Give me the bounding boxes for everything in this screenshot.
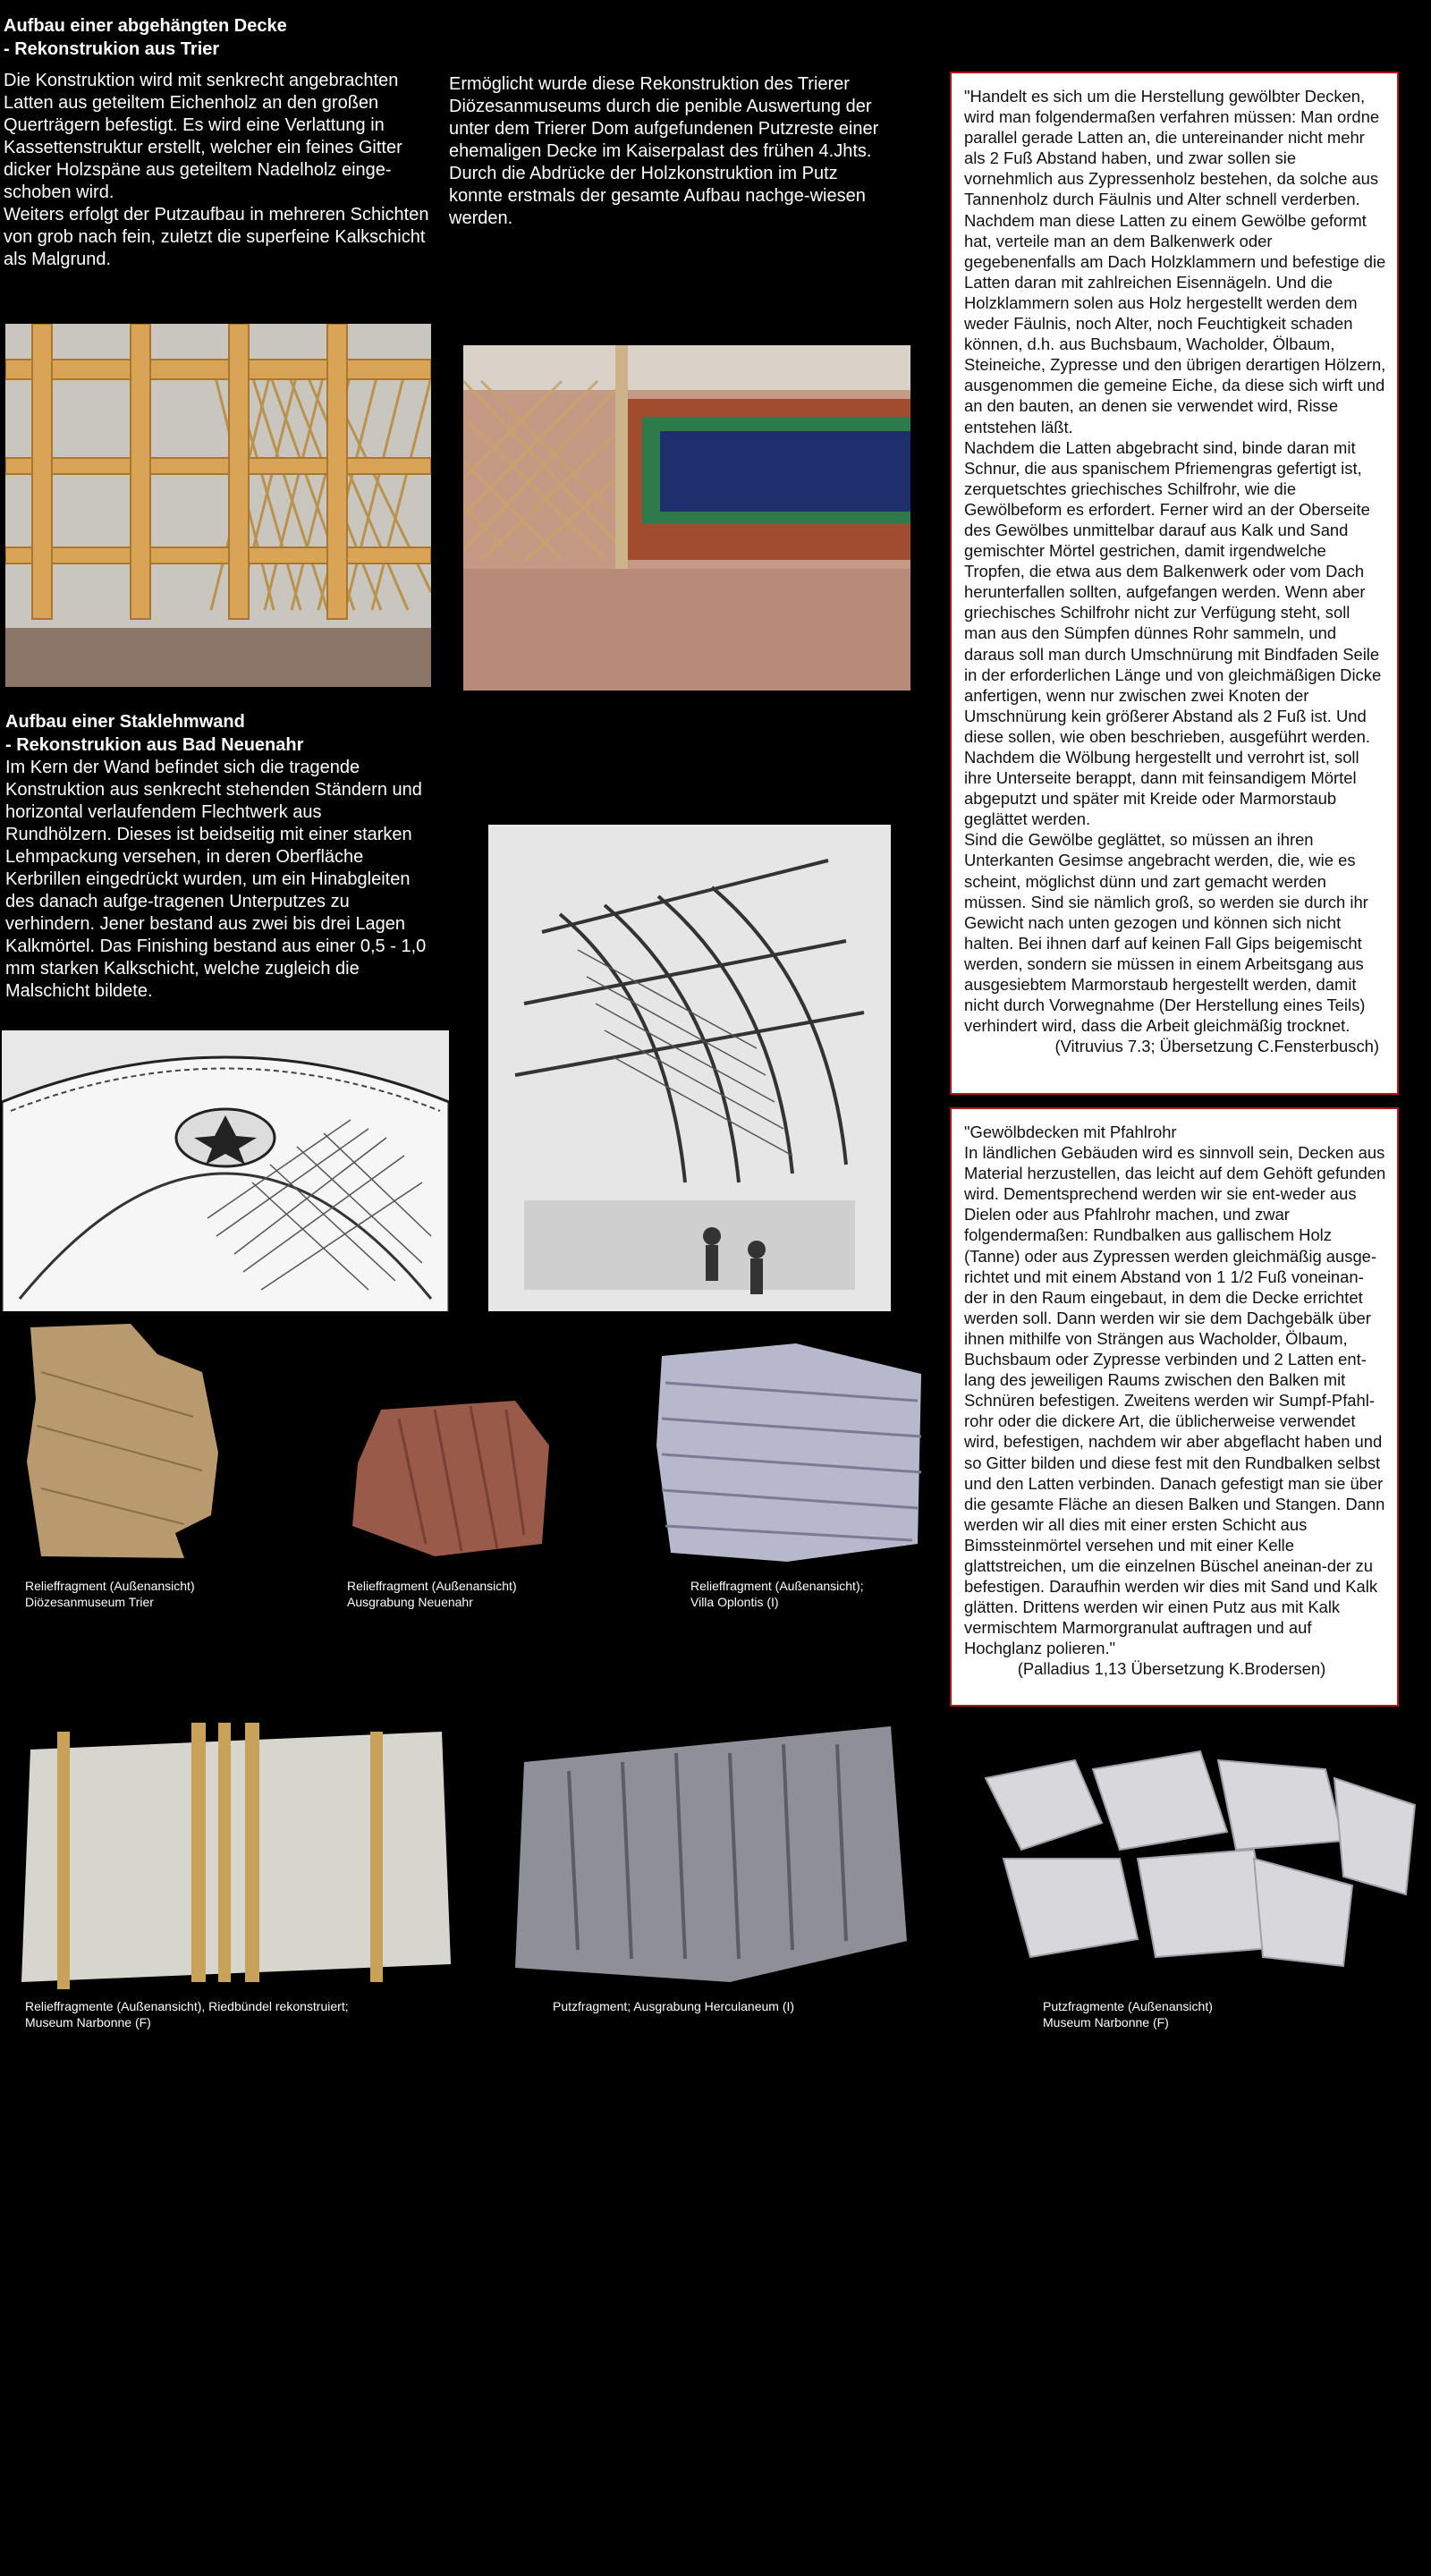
vitruvius-quote-part-2: Nachdem die Latten abgebracht sind, binde daran mit Schnur, die aus spanischem Pfriemengras gefertigt ist, zerquetschtes griechisches Schilfrohr, wie die Gewölbeform es erfordert. Ferner wird an der Oberseite des Gewölbes unmittelbar darauf aus Kalk und Sand gemischter Mörtel gestrichen, damit irgendwelche Tropfen, die etwa aus dem Balkenwerk oder vom Dach herunterfallen sollten, aufgefangen werden. Wenn aber griechisches Schilfrohr nicht zur Verfügung steht, soll man aus den Sümpfen dünnes Rohr sammeln, und daraus soll man durch Umschnürung mit Bindfaden Seile in der erforderlichen Länge und von gleichmäßigen Dicke anfertigen, wenn nur zwischen zwei Knoten der Umschnürung kein größerer Abstand als 2 Fuß ist. Und diese sollen, wie oben beschrieben, ausgeführt werden. Nachdem die Wölbung hergestellt und verrohrt ist, soll ihre Unterseite berappt, dann mit feinsandigem Mörtel abgeputzt und später mit Kreide oder Marmorstaub geglättet werden.	[964, 437, 1382, 829]
vitruvius-quote	[950, 72, 1399, 1095]
caption-neuenahr-line-1: Relieffragment (Außenansicht)	[347, 1579, 517, 1593]
palladius-citation: (Palladius 1,13 Übersetzung K.Brodersen)	[1017, 1659, 1326, 1679]
section1-title	[4, 14, 433, 61]
caption-oplontis-line-2: Villa Oplontis (I)	[690, 1595, 779, 1609]
vitruvius-citation: (Vitruvius 7.3; Übersetzung C.Fensterbusch)	[1054, 1037, 1379, 1056]
section1-paragraph-2: Weiters erfolgt der Putzaufbau in mehreren Schichten von grob nach fein, zuletzt die superfeine Kalkschicht als Malgrund.	[4, 205, 429, 269]
section2-heading: Aufbau einer Staklehmwand	[5, 712, 245, 732]
fragment-narbonne-reed-photo	[13, 1714, 454, 1989]
section1-text	[4, 70, 429, 271]
section1-heading: Aufbau einer abgehängten Decke	[4, 16, 287, 36]
caption-herculaneum: Putzfragment; Ausgrabung Herculaneum (I)	[553, 1999, 795, 2013]
caption-narbonne-line-1: Putzfragmente (Außenansicht)	[1043, 1999, 1213, 2013]
caption-narbonne-line-2: Museum Narbonne (F)	[1043, 2015, 1169, 2029]
fragment-oplontis-photo	[653, 1338, 927, 1567]
caption-neuenahr	[347, 1578, 615, 1610]
caption-narbonne	[1043, 1998, 1311, 2030]
section1-subheading: - Rekonstrukion aus Trier	[4, 39, 220, 59]
wall-construction-drawing	[488, 825, 891, 1311]
caption-trier	[25, 1578, 293, 1610]
caption-trier-line-2: Diözesanmuseum Trier	[25, 1595, 154, 1609]
ceiling-reconstruction-photo-2	[463, 345, 910, 691]
section2-subheading: - Rekonstrukion aus Bad Neuenahr	[5, 735, 304, 755]
vitruvius-quote-part-3: Sind die Gewölbe geglättet, so müssen an ihren Unterkanten Gesimse angebracht werden, die, wie es scheint, möglichst dünn und zart gemacht werden müssen. Sind sie nämlich groß, so werden sie durch ihr Gewicht nach unten gezogen und können sich nicht halten. Bei ihnen darf auf keinen Fall Gips beigemischt werden, sondern sie müssen in einem Arbeitsgang aus ausgesiebtem Marmorstaub hergestellt werden, damit nicht durch Vorwegnahme (Der Herstellung eines Teils) verhindert wird, dass die Arbeit gleichmäßig trocknet.	[964, 830, 1368, 1036]
palladius-quote-title: "Gewölbdecken mit Pfahlrohr	[964, 1123, 1177, 1141]
caption-narbonne-reed	[25, 1998, 472, 2030]
caption-oplontis	[690, 1578, 959, 1610]
vitruvius-quote-part-1: "Handelt es sich um die Herstellung gewölbter Decken, wird man folgendermaßen verfahren müssen: Man ordne parallel gerade Latten an, die untereinander nicht mehr als 2 Fuß Abstand haben, und zwar sollen sie vornehmlich aus Zypressenholz bestehen, da solche aus Tannenholz durch Fäulnis und Alter schnell verderben. Nachdem man diese Latten zu einem Gewölbe geformt hat, verteile man an dem Balkenwerk oder gegebenenfalls am Dach Holzklammern und befestige die Latten daran mit zahlreichen Eisennägeln. Und die Holzklammern solen aus Holz hergestellt werden dem weder Fäulnis, noch Alter, noch Feuchtigkeit schaden können, d.h. aus Buchsbaum, Wacholder, Ölbaum, Steineiche, Zypresse und den übrigen derartigen Hölzern, ausgenommen die gemeine Eiche, da diese sich wirft und an den bauten, an denen sie verwendet wird, Risse entstehen läßt.	[964, 87, 1386, 436]
fragment-herculaneum-photo	[497, 1717, 910, 1986]
ceiling-reconstruction-photo-1	[5, 324, 431, 687]
palladius-quote	[950, 1107, 1399, 1707]
fragment-trier-photo	[23, 1318, 224, 1563]
caption-oplontis-line-1: Relieffragment (Außenansicht);	[690, 1579, 864, 1593]
section1-text-2: Ermöglicht wurde diese Rekonstruktion des Trierer Diözesanmuseums durch die penible Auswertung der unter dem Trierer Dom aufgefundenen Putzreste einer ehemaligen Decke im Kaiserpalast des frühen 4.Jhts. Durch die Abdrücke der Holzkonstruktion im Putz konnte erstmals der gesamte Aufbau nachge-wiesen werden.	[449, 74, 879, 228]
caption-neuenahr-line-2: Ausgrabung Neuenahr	[347, 1595, 473, 1609]
section2-text: Im Kern der Wand befindet sich die tragende Konstruktion aus senkrecht stehenden Ständern und horizontal verlaufendem Flechtwerk aus Rundhölzern. Dieses ist beidseitig mit einer starken Lehmpackung versehen, in deren Oberfläche Kerbrillen eingedrückt wurden, um ein Hinabgleiten des danach aufge-tragenen Unterputzes zu verhindern. Jener bestand aus zwei bis drei Lagen Kalkmörtel. Das Finishing bestand aus einer 0,5 - 1,0 mm starken Kalkschicht, welche zugleich die Malschicht bildete.	[5, 758, 427, 1001]
section1-paragraph-1: Die Konstruktion wird mit senkrecht angebrachten Latten aus geteiltem Eichenholz an den großen Querträgern befestigt. Es wird eine Verlattung in Kassettenstruktur erstellt, welcher ein feines Gitter dicker Holzspäne aus geteiltem Nadelholz einge-schoben wird.	[4, 71, 402, 202]
caption-narbonne-reed-line-1: Relieffragmente (Außenansicht), Riedbündel rekonstruiert;	[25, 1999, 349, 2013]
fragment-neuenahr-photo	[345, 1392, 556, 1562]
vault-drawing	[2, 1030, 449, 1311]
palladius-quote-text: In ländlichen Gebäuden wird es sinnvoll sein, Decken aus Material herzustellen, das leicht auf dem Gehöft gefunden wird. Dementsprechend werden wir sie ent-weder aus Dielen oder aus Pfahlrohr machen, und zwar folgendermaßen: Rundbalken aus gallischem Holz (Tanne) oder aus Zypressen werden gleichmäßig ausge-richtet und mit einem Abstand von 1 1/2 Fuß voneinan-der in den Raum eingebaut, in dem die Decke errichtet werden soll. Dann werden wir sie dem Dachgebälk über ihnen mithilfe von Strängen aus Wacholder, Ölbaum, Buchsbaum oder Zypresse verbinden und 2 Latten ent-lang des jeweiligen Raums zwischen den Balken mit Schnüren befestigen. Zweitens werden wir Sumpf-Pfahl-rohr oder die dickere Art, die üblicherweise verwendet wird, befestigen, nachdem wir aber abgeflacht haben und so Gitter bilden und diese fest mit den Rundbalken selbst und den Latten verbinden. Danach gefestigt man sie über die gesamte Fläche an diesen Balken und Stangen. Dann werden wir all dies mit einer ersten Schicht aus Bimssteinmörtel versehen und mit einer Kelle glattstreichen, um die einzelnen Büschel aneinan-der zu befestigen. Daraufhin werden wir dies mit Sand und Kalk glätten. Drittens werden wir einen Putz aus mit Kalk vermischtem Marmorgranulat auftragen und auf Hochglanz polieren."	[964, 1143, 1386, 1658]
caption-trier-line-1: Relieffragment (Außenansicht)	[25, 1579, 195, 1593]
caption-narbonne-reed-line-2: Museum Narbonne (F)	[25, 2015, 151, 2029]
section2-title	[5, 710, 435, 757]
fragments-narbonne-photo	[968, 1742, 1418, 1979]
